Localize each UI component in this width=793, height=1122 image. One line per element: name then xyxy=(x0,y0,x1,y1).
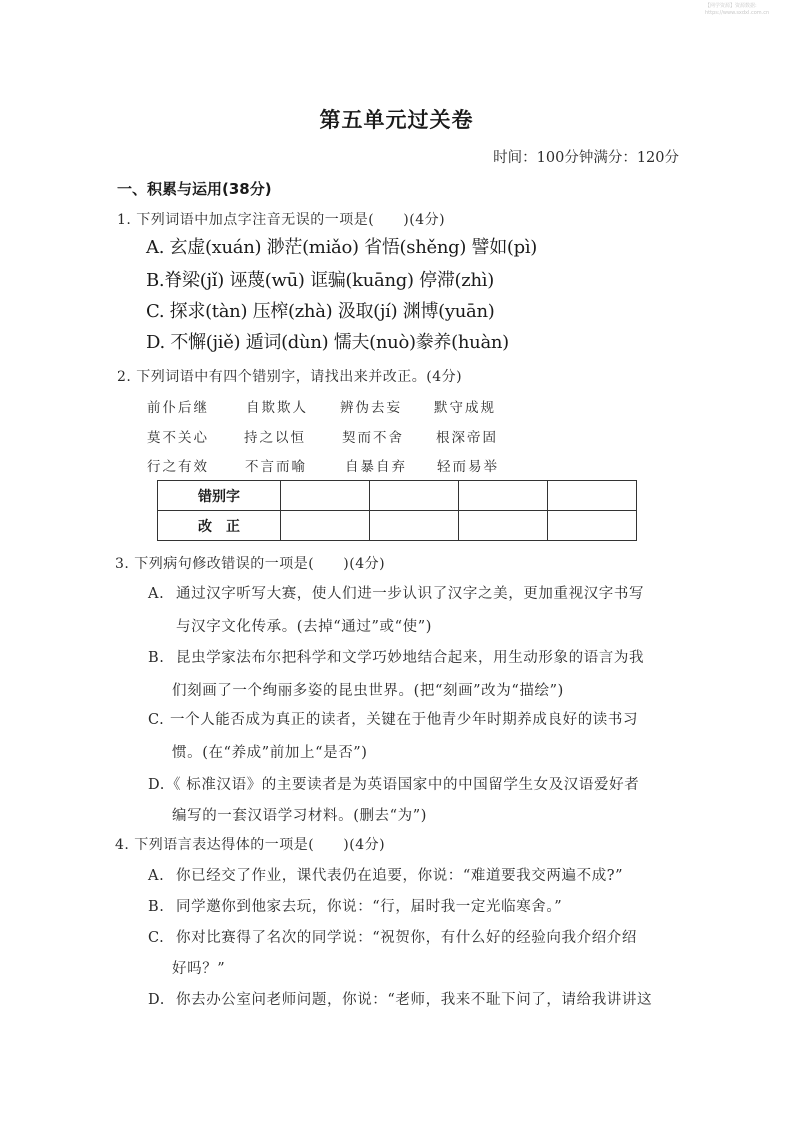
correction-answer-cell[interactable] xyxy=(281,511,370,541)
answer-table xyxy=(157,480,637,541)
option-label: D. xyxy=(148,992,165,1008)
question-3-stem: 3. 下列病句修改错误的一项是( )(4分) xyxy=(115,556,386,572)
question-4-option-d xyxy=(148,988,652,1009)
page-title: 第五单元过关卷 xyxy=(319,108,474,132)
option-label: B. xyxy=(148,650,165,666)
word-item: 持之以恒 xyxy=(244,430,306,446)
word-item: 根深帝固 xyxy=(436,430,498,446)
option-label: A. xyxy=(148,586,165,602)
option-text: 昆虫学家法布尔把科学和文学巧妙地结合起来，用生动形象的语言为我 xyxy=(176,650,645,666)
row-label-corrections: 改 正 xyxy=(158,511,281,541)
typo-answer-cell[interactable] xyxy=(548,481,637,511)
word-item: 默守成规 xyxy=(434,400,496,416)
question-3-option-b xyxy=(148,646,644,667)
word-item: 契而不舍 xyxy=(342,430,404,446)
question-4-option-b xyxy=(148,895,562,916)
word-item: 辨伪去妄 xyxy=(340,400,402,416)
question-1-stem: 1. 下列词语中加点字注音无误的一项是( )(4分) xyxy=(117,212,446,228)
word-item: 自暴自弃 xyxy=(345,459,407,475)
option-label: C. xyxy=(148,930,165,946)
option-text: 通过汉字听写大赛，使人们进一步认识了汉字之美，更加重视汉字书写 xyxy=(176,586,645,602)
question-4-option-c-line-2: 好吗？” xyxy=(172,961,226,977)
word-item: 行之有效 xyxy=(147,459,209,475)
correction-answer-cell[interactable] xyxy=(459,511,548,541)
typo-answer-cell[interactable] xyxy=(370,481,459,511)
watermark-line-1: 【网学资源】资源数据: xyxy=(705,3,757,9)
option-text: 一个人能否成为真正的读者，关键在于他青少年时期养成良好的读书习 xyxy=(170,712,639,728)
question-3-option-d-line-2: 编写的一套汉语学习材料。(删去“为”) xyxy=(172,808,428,824)
question-3-option-a-line-2: 与汉字文化传承。(去掉“通过”或“使”) xyxy=(176,619,432,635)
option-label: D. xyxy=(148,777,165,793)
question-1-option-b: B.脊梁(jǐ) 诬蔑(wū) 诓骗(kuāng) 停滞(zhì) xyxy=(146,270,494,291)
section-1-heading: 一、积累与运用(38分) xyxy=(117,180,272,198)
question-3-option-b-line-2: 们刻画了一个绚丽多姿的昆虫世界。(把“刻画”改为“描绘”) xyxy=(172,683,564,699)
option-label: A. xyxy=(148,868,165,884)
option-label: B. xyxy=(148,899,165,915)
word-item: 自欺欺人 xyxy=(246,400,308,416)
question-1-option-a: A. 玄虚(xuán) 渺茫(miǎo) 省悟(shěng) 譬如(pì) xyxy=(146,237,538,258)
word-item: 前仆后继 xyxy=(147,400,209,416)
word-item: 轻而易举 xyxy=(437,459,499,475)
question-3-option-d xyxy=(148,773,639,794)
word-item: 莫不关心 xyxy=(147,430,209,446)
typo-answer-cell[interactable] xyxy=(281,481,370,511)
correction-answer-cell[interactable] xyxy=(548,511,637,541)
question-3-option-c xyxy=(148,708,638,729)
option-label: C. xyxy=(148,712,165,728)
question-4-option-a xyxy=(148,864,623,885)
question-4-option-c xyxy=(148,926,637,947)
time-and-score-info: 时间：100分钟满分：120分 xyxy=(493,150,679,166)
question-1-option-c: C. 探求(tàn) 压榨(zhà) 汲取(jí) 渊博(yuān) xyxy=(146,301,495,322)
watermark-line-2: https://www.sxdxl.com.cn xyxy=(705,10,770,16)
option-text: 你去办公室问老师问题，你说：“老师，我来不耻下问了，请给我讲讲这 xyxy=(176,992,653,1008)
table-row-corrections xyxy=(158,511,637,541)
typo-answer-cell[interactable] xyxy=(459,481,548,511)
option-text: 你对比赛得了名次的同学说：“祝贺你，有什么好的经验向我介绍介绍 xyxy=(176,930,638,946)
row-label-typos: 错别字 xyxy=(158,481,281,511)
option-text: 同学邀你到他家去玩，你说：“行，届时我一定光临寒舍。” xyxy=(176,899,563,915)
question-4-stem: 4. 下列语言表达得体的一项是( )(4分) xyxy=(115,837,386,853)
option-text: 《 标准汉语》的主要读者是为英语国家中的中国留学生女及汉语爱好者 xyxy=(166,777,640,793)
option-text: 你已经交了作业，课代表仍在追要，你说：“难道要我交两遍不成?” xyxy=(176,868,624,884)
watermark xyxy=(705,3,769,17)
question-3-option-c-line-2: 惯。(在“养成”前加上“是否”) xyxy=(172,745,368,761)
question-2-stem: 2. 下列词语中有四个错别字，请找出来并改正。(4分) xyxy=(117,369,463,385)
table-row-typos xyxy=(158,481,637,511)
word-item: 不言而喻 xyxy=(245,459,307,475)
question-3-option-a xyxy=(148,582,644,603)
question-1-option-d: D. 不懈(jiě) 遁词(dùn) 懦夫(nuò)豢养(huàn) xyxy=(146,332,509,353)
correction-answer-cell[interactable] xyxy=(370,511,459,541)
